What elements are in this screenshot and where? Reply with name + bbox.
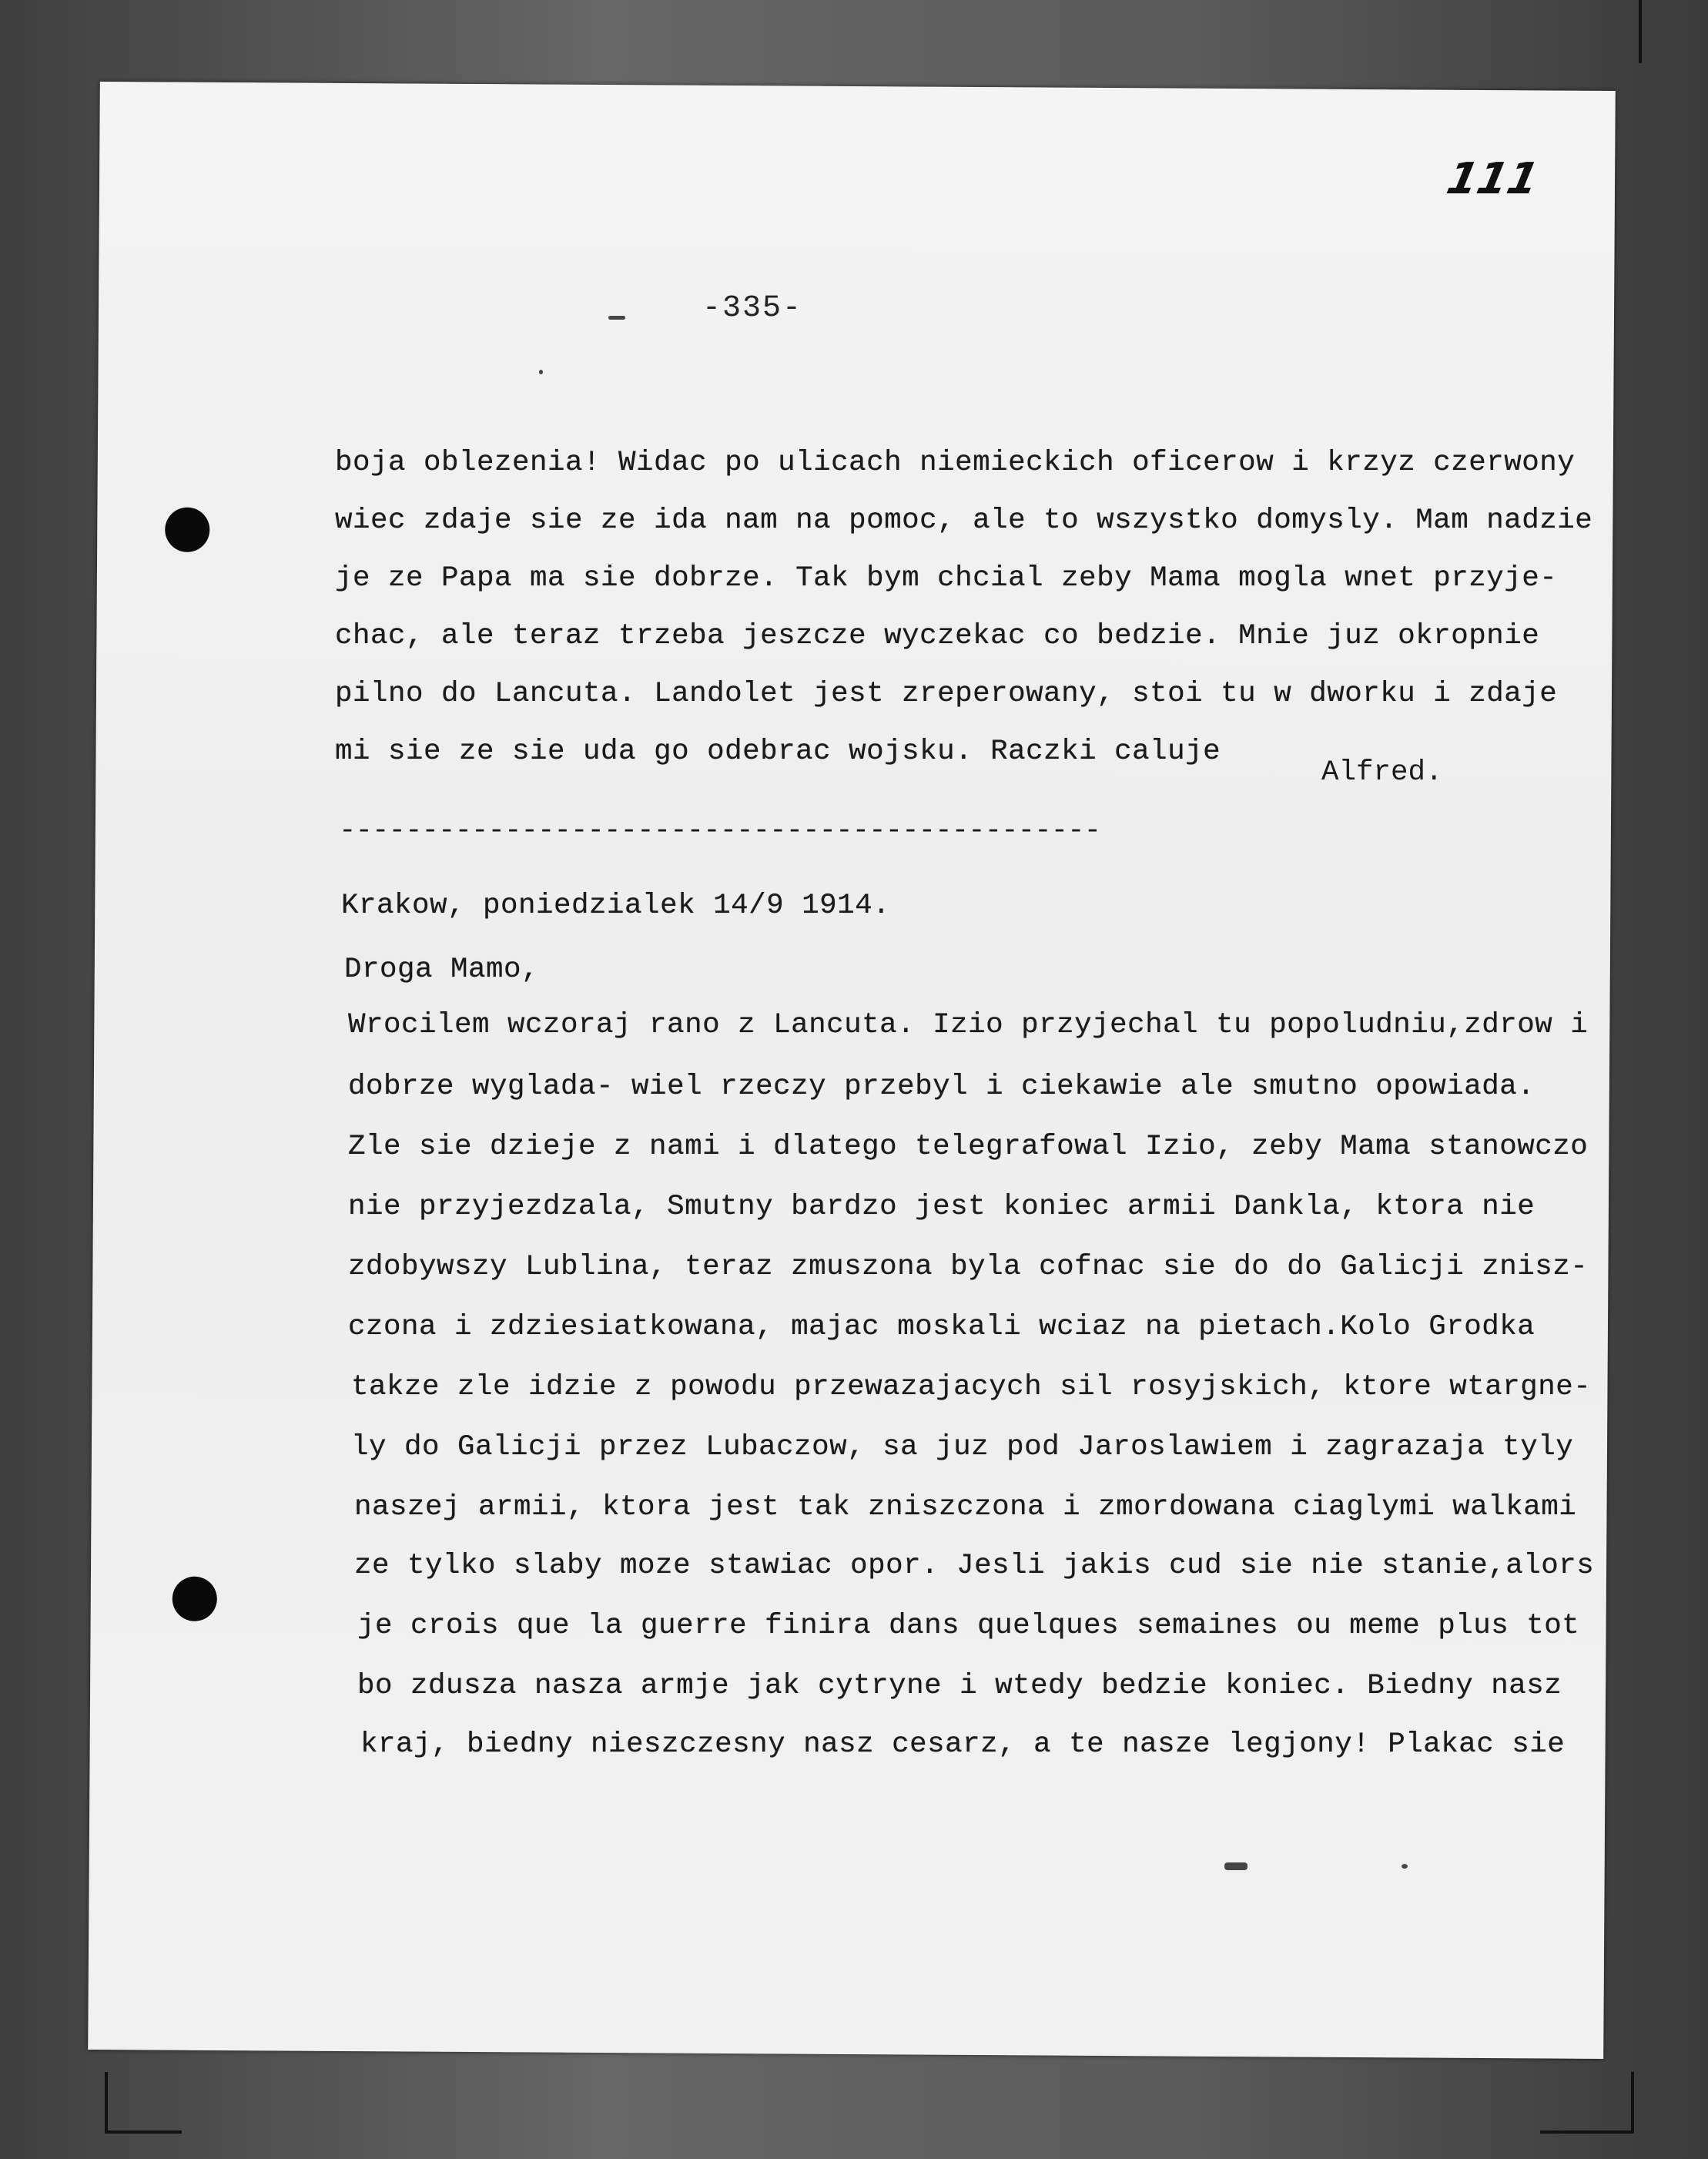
separator-line: ---------------------------------------------- [339, 815, 1101, 847]
punch-hole-top [165, 508, 209, 552]
letter-line: bo zdusza nasza armje jak cytryne i wtedy bedzie koniec. Biedny nasz [357, 1670, 1562, 1702]
letter-line: boja oblezenia! Widac po ulicach niemieckich oficerow i krzyz czerwony [335, 447, 1576, 479]
letter-line: czona i zdziesiatkowana, majac moskali wciaz na pietach.Kolo Grodka [348, 1311, 1536, 1343]
letter-line: je ze Papa ma sie dobrze. Tak bym chcial zeby Mama mogla wnet przyje- [335, 562, 1558, 595]
page-number: -335- [702, 291, 803, 326]
letter-line: pilno do Lancuta. Landolet jest zreperowany, stoi tu w dworku i zdaje [335, 678, 1558, 710]
crop-mark-bottom-left-v [105, 2072, 108, 2134]
letter-line: naszej armii, ktora jest tak zniszczona i zmordowana ciaglymi walkami [354, 1491, 1577, 1524]
folio-number: 111 [1442, 154, 1543, 204]
crop-mark-bottom-left-h [105, 2131, 182, 2134]
punch-hole-bottom [172, 1577, 217, 1621]
crop-mark-bottom-right-h [1540, 2131, 1634, 2134]
crop-mark-bottom-right-v [1631, 2072, 1634, 2134]
letter-line: mi sie ze sie uda go odebrac wojsku. Raczki caluje [335, 736, 1221, 768]
scan-speck [1224, 1862, 1248, 1870]
letter-line: nie przyjezdzala, Smutny bardzo jest koniec armii Dankla, ktora nie [348, 1191, 1536, 1223]
letter-line: je crois que la guerre finira dans quelques semaines ou meme plus tot [357, 1610, 1580, 1642]
signature: Alfred. [1321, 756, 1443, 789]
scan-speck [608, 316, 625, 320]
crop-mark-top-right [1639, 0, 1642, 63]
letter-line: Zle sie dzieje z nami i dlatego telegrafowal Izio, zeby Mama stanowczo [348, 1131, 1589, 1163]
letter-line: ze tylko slaby moze stawiac opor. Jesli jakis cud sie nie stanie,alors [354, 1550, 1595, 1582]
letter-line: takze zle idzie z powodu przewazajacych sil rosyjskich, ktore wtargne- [351, 1371, 1592, 1403]
scan-speck [1402, 1864, 1408, 1869]
letter-line: ly do Galicji przez Lubaczow, sa juz pod Jaroslawiem i zagrazaja tyly [351, 1431, 1574, 1463]
salutation: Droga Mamo, [344, 954, 540, 986]
letter-line: zdobywszy Lublina, teraz zmuszona byla cofnac sie do do Galicji znisz- [348, 1251, 1589, 1283]
letter-line: chac, ale teraz trzeba jeszcze wyczekac co bedzie. Mnie juz okropnie [335, 620, 1540, 652]
letter-line: dobrze wyglada- wiel rzeczy przebyl i ciekawie ale smutno opowiada. [348, 1071, 1536, 1103]
date-line: Krakow, poniedzialek 14/9 1914. [341, 890, 891, 922]
letter-line: kraj, biedny nieszczesny nasz cesarz, a te nasze legjony! Plakac sie [360, 1728, 1566, 1761]
letter-line: wiec zdaje sie ze ida nam na pomoc, ale to wszystko domysly. Mam nadzie [335, 505, 1593, 537]
scan-speck [539, 370, 543, 374]
letter-line: Wrocilem wczoraj rano z Lancuta. Izio przyjechal tu popoludniu,zdrow i [348, 1009, 1589, 1041]
